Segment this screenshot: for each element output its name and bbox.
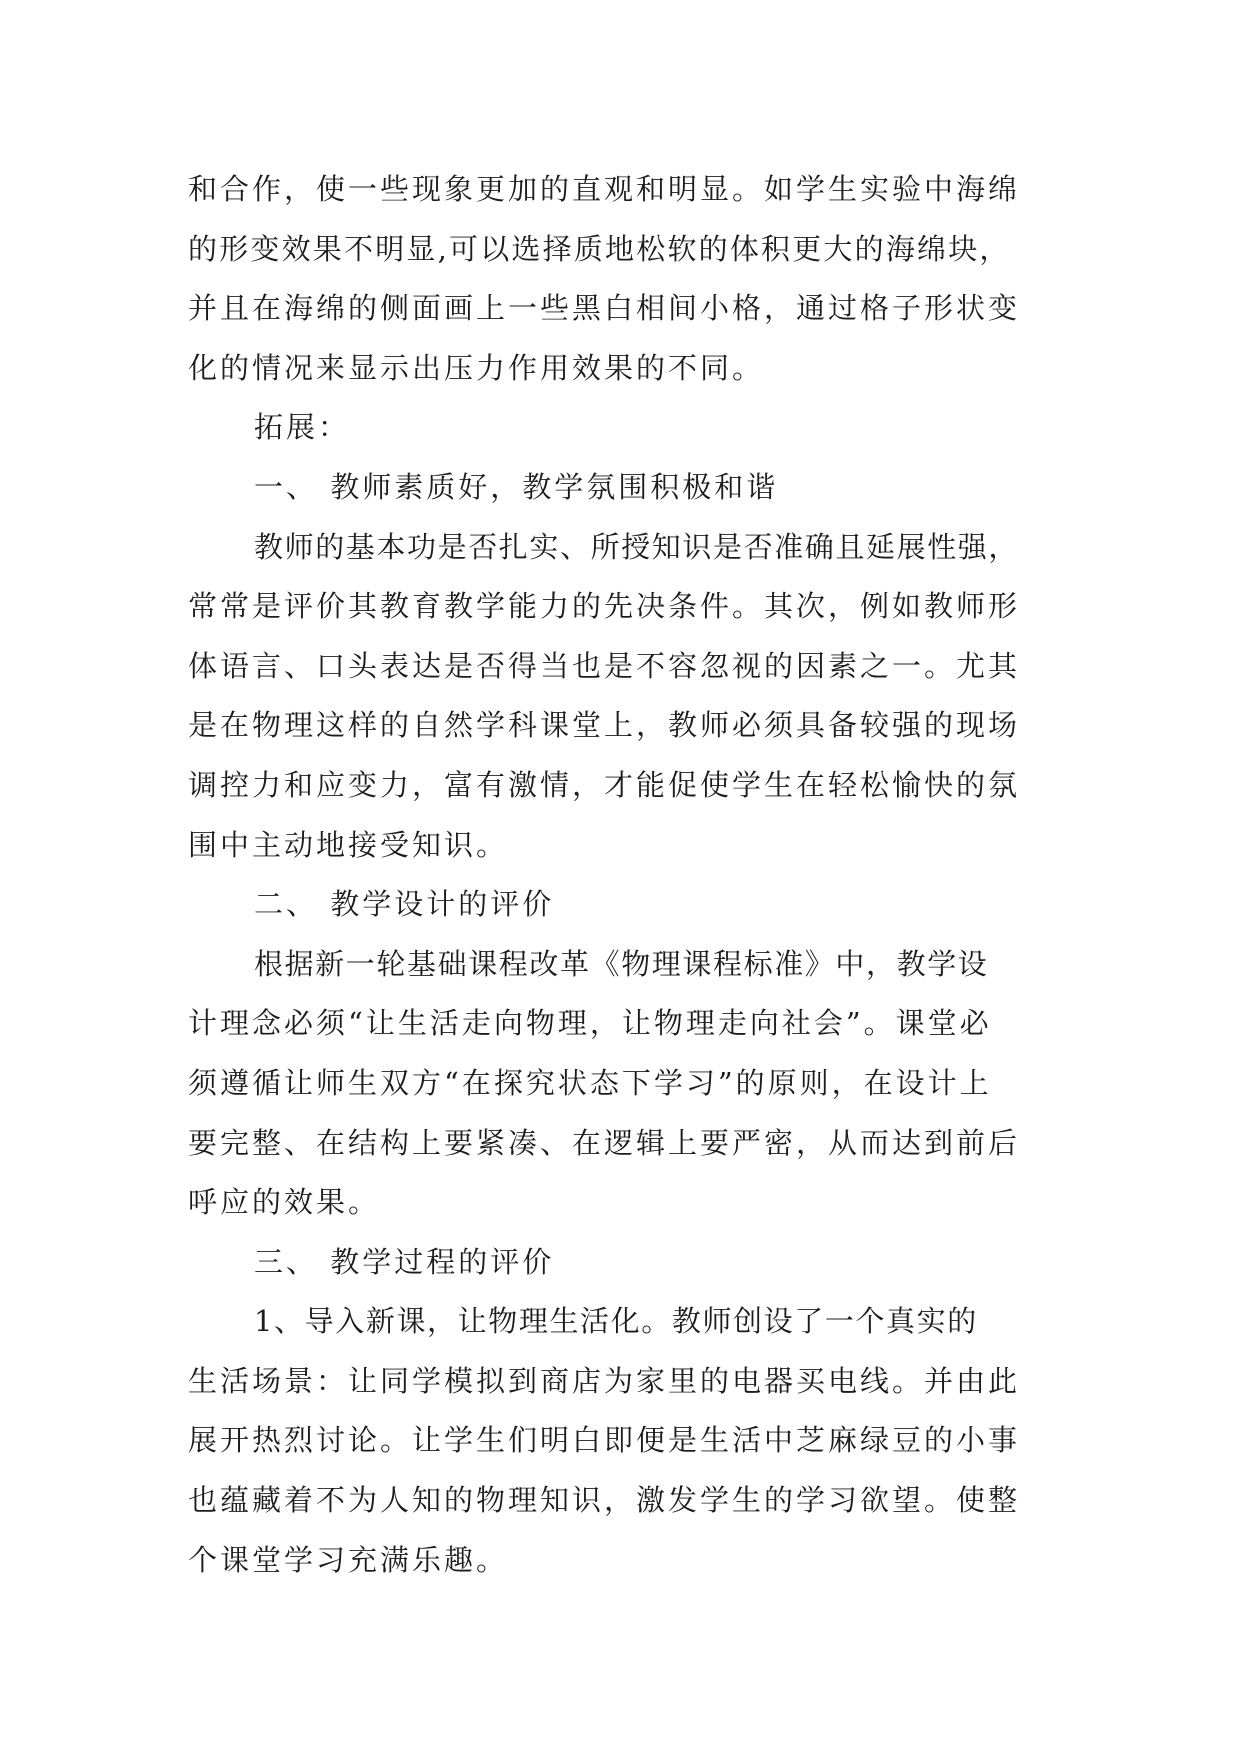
body-line: 1、导入新课，让物理生活化。教师创设了一个真实的 — [254, 1304, 978, 1339]
body-line: 须遵循让师生双方“在探究状态下学习”的原则，在设计上 — [188, 1065, 992, 1100]
body-line: 个课堂学习充满乐趣。 — [188, 1542, 509, 1577]
body-line: 和合作，使一些现象更加的直观和明显。如学生实验中海绵 — [188, 172, 1021, 206]
body-line: 要完整、在结构上要紧凑、在逻辑上要严密，从而达到前后 — [188, 1125, 1021, 1160]
body-line: 调控力和应变力，富有激情，才能促使学生在轻松愉快的氛 — [188, 767, 1021, 802]
body-line: 根据新一轮基础课程改革《物理课程标准》中，教学设 — [254, 946, 989, 981]
body-line: 体语言、口头表达是否得当也是不容忽视的因素之一。尤其 — [188, 648, 1021, 683]
body-line: 教师的基本功是否扎实、所授知识是否准确且延展性强， — [254, 529, 1020, 564]
body-line: 化的情况来显示出压力作用效果的不同。 — [188, 350, 765, 385]
body-line: 并且在海绵的侧面画上一些黑白相间小格，通过格子形状变 — [188, 291, 1021, 326]
body-line: 的形变效果不明显,可以选择质地松软的体积更大的海绵块， — [188, 231, 1011, 266]
section-heading: 一、 教师素质好，教学氛围积极和谐 — [254, 469, 779, 504]
document-body — [188, 160, 1068, 1590]
body-line: 是在物理这样的自然学科课堂上，教师必须具备较强的现场 — [188, 708, 1021, 743]
body-line: 呼应的效果。 — [188, 1185, 381, 1220]
section-label: 拓展： — [254, 410, 351, 445]
body-line: 计理念必须“让生活走向物理，让物理走向社会”。课堂必 — [188, 1006, 992, 1041]
body-line: 围中主动地接受知识。 — [188, 827, 509, 862]
body-line: 也蕴藏着不为人知的物理知识，激发学生的学习欲望。使整 — [188, 1483, 1021, 1518]
section-heading: 二、 教学设计的评价 — [254, 887, 555, 922]
body-line: 生活场景：让同学模拟到商店为家里的电器买电线。并由此 — [188, 1363, 1021, 1398]
body-line: 展开热烈讨论。让学生们明白即便是生活中芝麻绿豆的小事 — [188, 1423, 1021, 1458]
section-heading: 三、 教学过程的评价 — [254, 1244, 555, 1279]
body-line: 常常是评价其教育教学能力的先决条件。其次，例如教师形 — [188, 589, 1021, 624]
